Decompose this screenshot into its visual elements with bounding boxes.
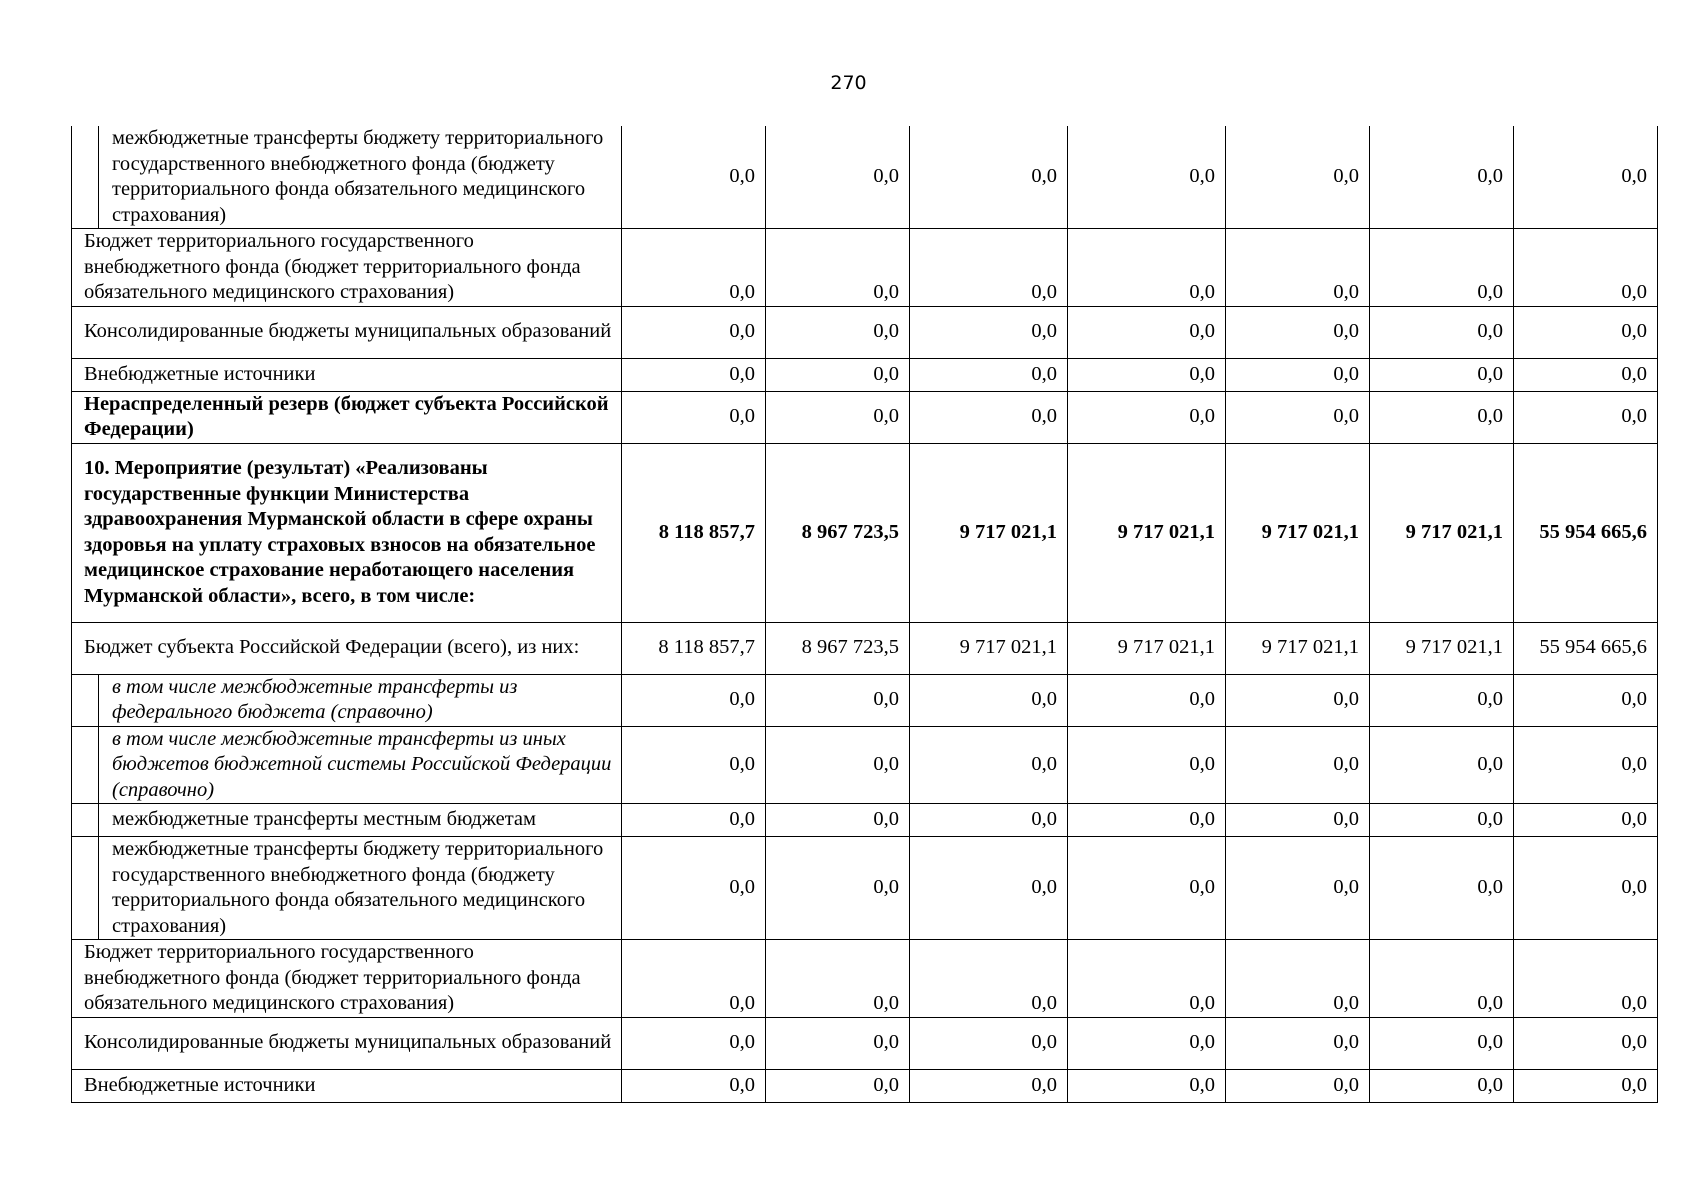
value-cell: 0,0: [622, 1069, 766, 1102]
value-cell: 0,0: [1514, 1017, 1658, 1069]
value-cell: 0,0: [1514, 126, 1658, 229]
value-cell: 0,0: [1068, 1017, 1226, 1069]
value-cell: 0,0: [766, 126, 910, 229]
value-cell: 0,0: [910, 674, 1068, 726]
budget-table: [71, 126, 1658, 1103]
indent-cell: [72, 674, 99, 726]
value-cell: 0,0: [1068, 126, 1226, 229]
value-cell: 0,0: [1068, 674, 1226, 726]
table-row: [72, 391, 1658, 443]
row-label: межбюджетные трансферты бюджету территориального государственного внебюджетного фонда (бюджету территориального фонда обязательного медицинского страхования): [99, 126, 622, 229]
indent-cell: [72, 126, 99, 229]
value-cell: 0,0: [910, 391, 1068, 443]
value-cell: 0,0: [1226, 1017, 1370, 1069]
value-cell: 0,0: [622, 726, 766, 804]
table-row: [72, 674, 1658, 726]
value-cell: 55 954 665,6: [1514, 443, 1658, 622]
value-cell: 0,0: [622, 391, 766, 443]
row-label: Нераспределенный резерв (бюджет субъекта Российской Федерации): [72, 391, 622, 443]
value-cell: 0,0: [1370, 1017, 1514, 1069]
value-cell: 0,0: [1226, 391, 1370, 443]
value-cell: 0,0: [766, 229, 910, 307]
value-cell: 0,0: [1068, 940, 1226, 1018]
table-row: [72, 726, 1658, 804]
value-cell: 0,0: [766, 804, 910, 837]
value-cell: 0,0: [1226, 358, 1370, 391]
row-label: 10. Мероприятие (результат) «Реализованы государственные функции Министерства здравоохранения Мурманской области в сфере охраны здоровья на уплату страховых взносов на обязательное медицинское страхование неработающего населения Мурманской области», всего, в том числе:: [72, 443, 622, 622]
value-cell: 0,0: [1068, 229, 1226, 307]
value-cell: 9 717 021,1: [1068, 622, 1226, 674]
value-cell: 9 717 021,1: [1226, 443, 1370, 622]
value-cell: 0,0: [1068, 837, 1226, 940]
table-row: [72, 837, 1658, 940]
value-cell: 0,0: [1226, 229, 1370, 307]
value-cell: 0,0: [766, 726, 910, 804]
table-row: [72, 229, 1658, 307]
row-label: Консолидированные бюджеты муниципальных образований: [72, 1017, 622, 1069]
value-cell: 0,0: [766, 1069, 910, 1102]
value-cell: 0,0: [1226, 1069, 1370, 1102]
value-cell: 0,0: [1370, 229, 1514, 307]
value-cell: 0,0: [1370, 391, 1514, 443]
value-cell: 0,0: [1514, 804, 1658, 837]
value-cell: 0,0: [910, 726, 1068, 804]
value-cell: 9 717 021,1: [1068, 443, 1226, 622]
value-cell: 0,0: [1226, 940, 1370, 1018]
value-cell: 0,0: [910, 1069, 1068, 1102]
value-cell: 0,0: [1370, 940, 1514, 1018]
value-cell: 0,0: [1514, 358, 1658, 391]
value-cell: 0,0: [1068, 391, 1226, 443]
indent-cell: [72, 804, 99, 837]
value-cell: 0,0: [1226, 126, 1370, 229]
indent-cell: [72, 837, 99, 940]
value-cell: 0,0: [1068, 1069, 1226, 1102]
value-cell: 0,0: [766, 358, 910, 391]
value-cell: 0,0: [622, 940, 766, 1018]
value-cell: 0,0: [910, 804, 1068, 837]
value-cell: 0,0: [1370, 358, 1514, 391]
value-cell: 0,0: [910, 1017, 1068, 1069]
value-cell: 0,0: [1514, 674, 1658, 726]
value-cell: 8 967 723,5: [766, 443, 910, 622]
value-cell: 8 118 857,7: [622, 622, 766, 674]
value-cell: 0,0: [1514, 940, 1658, 1018]
row-label: в том числе межбюджетные трансферты из иных бюджетов бюджетной системы Российской Федерации (справочно): [99, 726, 622, 804]
table-row: [72, 126, 1658, 229]
row-label: Бюджет субъекта Российской Федерации (всего), из них:: [72, 622, 622, 674]
page-number: 270: [830, 72, 867, 94]
value-cell: 0,0: [766, 306, 910, 358]
row-label: Бюджет территориального государственного внебюджетного фонда (бюджет территориального фонда обязательного медицинского страхования): [72, 940, 622, 1018]
value-cell: 0,0: [1514, 1069, 1658, 1102]
value-cell: 0,0: [1068, 358, 1226, 391]
value-cell: 0,0: [910, 837, 1068, 940]
value-cell: 0,0: [766, 837, 910, 940]
value-cell: 0,0: [1370, 126, 1514, 229]
value-cell: 0,0: [1068, 804, 1226, 837]
value-cell: 0,0: [622, 229, 766, 307]
value-cell: 0,0: [1370, 1069, 1514, 1102]
value-cell: 0,0: [1370, 726, 1514, 804]
value-cell: 0,0: [1514, 306, 1658, 358]
value-cell: 0,0: [622, 1017, 766, 1069]
value-cell: 0,0: [1370, 306, 1514, 358]
table-row: [72, 622, 1658, 674]
value-cell: 8 118 857,7: [622, 443, 766, 622]
value-cell: 0,0: [766, 1017, 910, 1069]
table-row: [72, 1017, 1658, 1069]
value-cell: 9 717 021,1: [1226, 622, 1370, 674]
value-cell: 0,0: [1370, 674, 1514, 726]
value-cell: 0,0: [910, 229, 1068, 307]
table-row: [72, 1069, 1658, 1102]
value-cell: 0,0: [622, 837, 766, 940]
value-cell: 0,0: [1226, 804, 1370, 837]
table-row: [72, 443, 1658, 622]
value-cell: 0,0: [1514, 726, 1658, 804]
value-cell: 0,0: [1226, 837, 1370, 940]
row-label: Консолидированные бюджеты муниципальных образований: [72, 306, 622, 358]
value-cell: 0,0: [1068, 306, 1226, 358]
table-row: [72, 940, 1658, 1018]
indent-cell: [72, 726, 99, 804]
value-cell: 9 717 021,1: [910, 443, 1068, 622]
value-cell: 0,0: [622, 674, 766, 726]
value-cell: 0,0: [1226, 306, 1370, 358]
row-label: Внебюджетные источники: [72, 358, 622, 391]
value-cell: 0,0: [766, 674, 910, 726]
value-cell: 9 717 021,1: [910, 622, 1068, 674]
value-cell: 0,0: [910, 126, 1068, 229]
value-cell: 0,0: [1226, 726, 1370, 804]
value-cell: 0,0: [1514, 391, 1658, 443]
value-cell: 0,0: [1370, 804, 1514, 837]
value-cell: 0,0: [1514, 837, 1658, 940]
value-cell: 0,0: [622, 306, 766, 358]
row-label: Внебюджетные источники: [72, 1069, 622, 1102]
value-cell: 0,0: [1370, 837, 1514, 940]
row-label: межбюджетные трансферты бюджету территориального государственного внебюджетного фонда (бюджету территориального фонда обязательного медицинского страхования): [99, 837, 622, 940]
table-row: [72, 306, 1658, 358]
value-cell: 0,0: [766, 940, 910, 1018]
value-cell: 9 717 021,1: [1370, 622, 1514, 674]
value-cell: 9 717 021,1: [1370, 443, 1514, 622]
value-cell: 0,0: [1068, 726, 1226, 804]
value-cell: 0,0: [1514, 229, 1658, 307]
value-cell: 55 954 665,6: [1514, 622, 1658, 674]
value-cell: 0,0: [766, 391, 910, 443]
value-cell: 0,0: [1226, 674, 1370, 726]
row-label: межбюджетные трансферты местным бюджетам: [99, 804, 622, 837]
value-cell: 0,0: [910, 940, 1068, 1018]
value-cell: 0,0: [622, 126, 766, 229]
value-cell: 8 967 723,5: [766, 622, 910, 674]
row-label: в том числе межбюджетные трансферты из федерального бюджета (справочно): [99, 674, 622, 726]
value-cell: 0,0: [910, 306, 1068, 358]
value-cell: 0,0: [622, 358, 766, 391]
table-row: [72, 804, 1658, 837]
value-cell: 0,0: [910, 358, 1068, 391]
value-cell: 0,0: [622, 804, 766, 837]
table-row: [72, 358, 1658, 391]
row-label: Бюджет территориального государственного внебюджетного фонда (бюджет территориального фонда обязательного медицинского страхования): [72, 229, 622, 307]
